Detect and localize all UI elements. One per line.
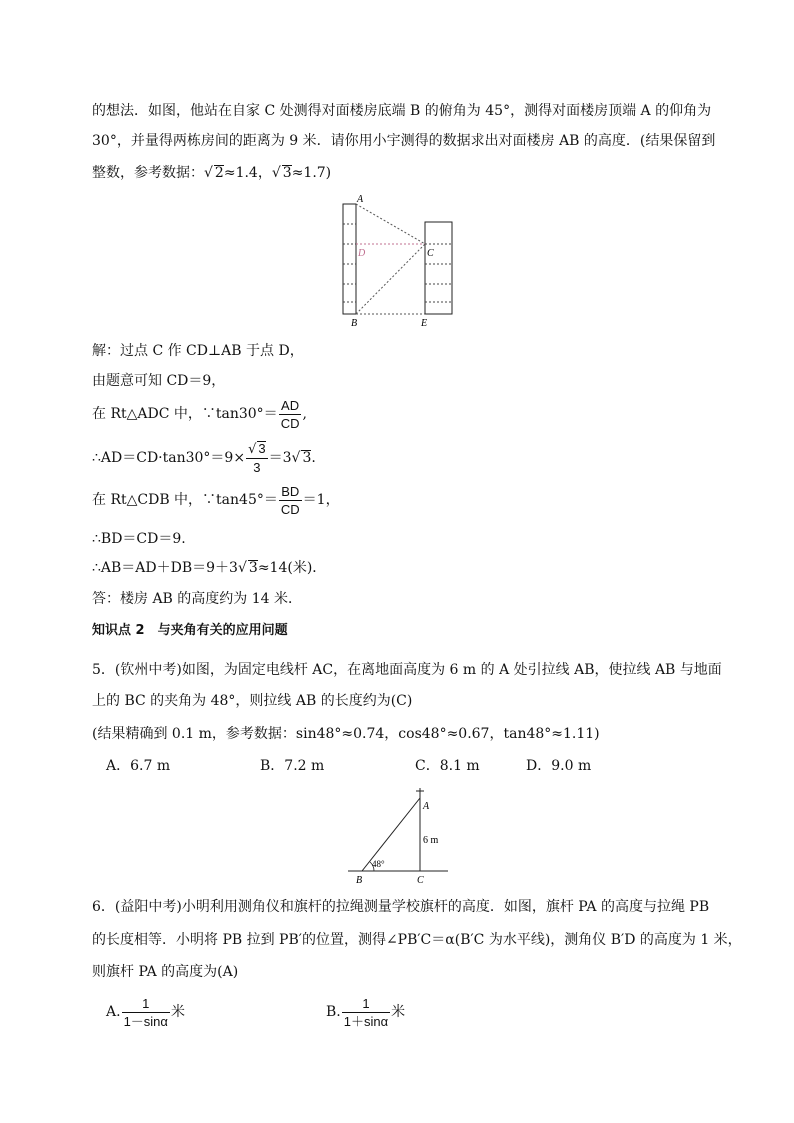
building-ab [343, 204, 356, 314]
fraction-bd-cd [279, 483, 302, 518]
problem4-line2: 30°，并量得两栋房间的距离为 9 米．请你用小宇测得的数据求出对面楼房 AB 的高度．(结果保留到 [92, 133, 716, 149]
option-c: C．8.1 m [415, 758, 480, 774]
label-d: D [358, 248, 366, 259]
solution-answer: 答：楼房 AB 的高度约为 14 米． [92, 591, 303, 607]
fraction-den: CD [280, 415, 300, 431]
label-c: C [417, 875, 424, 886]
option-a-label: A. [106, 1004, 121, 1020]
fraction-den: 3 [253, 460, 261, 475]
label-c: C [427, 248, 434, 259]
sqrt-sign: √ [291, 450, 301, 466]
problem6-line1: 6．(益阳中考)小明利用测角仪和旗杆的拉绳测量学校旗杆的高度．如图，旗杆 PA 的高度与拉绳 PB [92, 899, 710, 915]
figure-buildings [335, 192, 460, 330]
label-a: A [357, 194, 364, 205]
solution-line5-post: ＝1， [302, 492, 340, 508]
problem6-line2: 的长度相等．小明将 PB 拉到 PB′的位置，测得∠PB′C＝α(B′C 为水平线)，测角仪 B′D 的高度为 1 米， [92, 932, 742, 948]
option-d: D．9.0 m [526, 758, 592, 774]
fraction-den: 1－sinα [123, 1013, 168, 1029]
problem5-line2: 上的 BC 的夹角为 48°，则拉线 AB 的长度约为(C) [92, 693, 413, 709]
solution-line5 [92, 482, 340, 518]
fraction-sqrt3-3 [246, 440, 268, 476]
sqrt-sign: √ [248, 442, 257, 457]
option-a-unit: 米 [170, 1004, 185, 1020]
solution-line7-pre: ∴AB＝AD＋DB＝9＋3 [92, 560, 238, 576]
solution-line7-post: ≈14(米)． [257, 560, 327, 576]
sqrt-radicand: 3 [248, 560, 258, 576]
fraction-num: AD [279, 397, 302, 415]
problem5-options [0, 755, 794, 775]
label-height: 6 m [423, 835, 439, 846]
sightline-cb [356, 244, 425, 314]
solution-line3-post: , [302, 406, 307, 422]
fraction-num: BD [279, 483, 302, 501]
fraction-den: CD [280, 501, 300, 517]
fraction-num: 1 [342, 995, 390, 1013]
problem4-line1: 的想法．如图，他站在自家 C 处测得对面楼房底端 B 的俯角为 45°，测得对面楼房顶端 A 的仰角为 [92, 103, 712, 119]
section-title: 知识点 2 与夹角有关的应用问题 [92, 623, 288, 638]
label-b: B [356, 875, 363, 886]
sqrt-radicand: 3 [258, 441, 266, 456]
solution-line6: ∴BD＝CD＝9. [92, 531, 186, 547]
problem6-option-a [106, 994, 185, 1030]
option-b-label: B. [326, 1004, 341, 1020]
sqrt-sign: √ [204, 165, 213, 181]
solution-line2: 由题意可知 CD＝9， [92, 373, 226, 389]
solution-line4-post: . [311, 450, 316, 466]
problem5-line1: 5．(钦州中考)如图，为固定电线杆 AC，在离地面高度为 6 m 的 A 处引拉线 AB，使拉线 AB 与地面 [92, 662, 722, 678]
problem6-line3: 则旗杆 PA 的高度为(A) [92, 964, 239, 980]
problem4-line3-post: ≈1.7) [291, 165, 332, 181]
sqrt-radicand: 3 [302, 450, 312, 466]
solution-line3 [92, 396, 307, 432]
sqrt2-radicand: 2 [214, 165, 224, 181]
fraction-den: 1＋sinα [343, 1013, 389, 1029]
fraction-num: 1 [122, 995, 170, 1013]
problem5-line3: (结果精确到 0.1 m，参考数据：sin48°≈0.74，cos48°≈0.67，tan48°≈1.11) [92, 726, 600, 742]
option-b-fraction [342, 995, 390, 1030]
option-b-unit: 米 [391, 1004, 406, 1020]
label-a: A [423, 801, 430, 812]
cable-ab [362, 798, 420, 871]
problem6-option-b [326, 994, 405, 1030]
solution-line3-pre: 在 Rt△ADC 中，∵tan30°＝ [92, 406, 278, 422]
sqrt-sign: √ [237, 560, 247, 576]
solution-line4-mid: ＝3 [268, 450, 292, 466]
option-a-fraction [122, 995, 170, 1030]
sightline-ca [356, 204, 425, 244]
fraction-ad-cd [279, 397, 302, 432]
sqrt-sign: √ [271, 165, 281, 181]
building-ce [425, 222, 452, 314]
solution-line4-pre: ∴AD＝CD·tan30°＝9× [92, 450, 246, 466]
problem4-line3-pre: 整数，参考数据： [92, 165, 204, 181]
fraction-num [246, 440, 268, 459]
label-e: E [421, 318, 428, 329]
label-angle: 48° [372, 859, 385, 869]
option-a: A．6.7 m [106, 758, 171, 774]
solution-line7 [92, 558, 326, 578]
solution-line4 [92, 440, 316, 476]
label-b: B [351, 318, 358, 329]
figure-pole [344, 784, 452, 888]
solution-line1: 解：过点 C 作 CD⊥AB 于点 D， [92, 343, 304, 359]
option-b: B．7.2 m [260, 758, 325, 774]
solution-line5-pre: 在 Rt△CDB 中，∵tan45°＝ [92, 492, 278, 508]
sqrt3-radicand: 3 [282, 165, 292, 181]
problem4-line3 [92, 163, 331, 183]
problem4-line3-mid: ≈1.4， [223, 165, 272, 181]
